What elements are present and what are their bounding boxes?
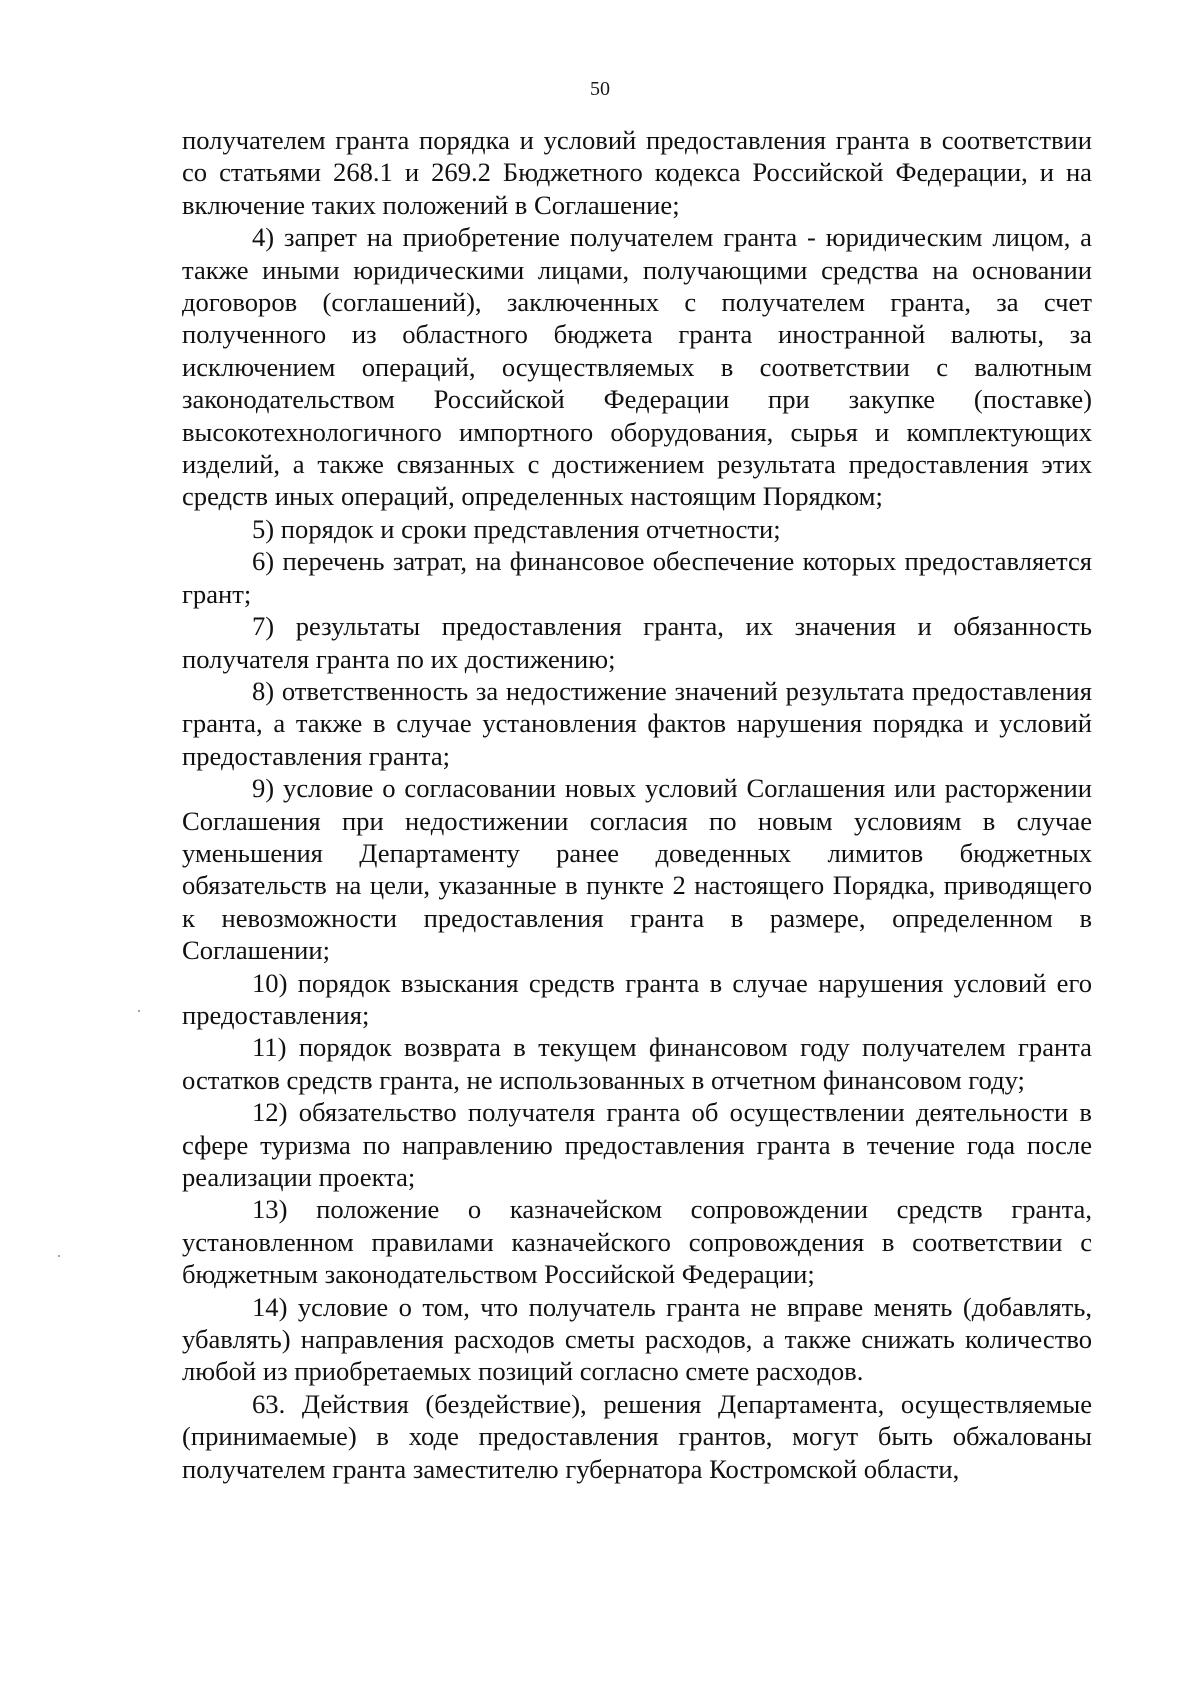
page-number: 50 — [590, 78, 610, 100]
paragraph-item-11: 11) порядок возврата в текущем финансовом году получателем гранта остатков средств гранта, не использованных в отчетном финансовом году; — [182, 1032, 1092, 1095]
paragraph-item-13: 13) положение о казначейском сопровождении средств гранта, установленном правилами казначейского сопровождения в соответствии с бюджетным законодательством Российской Федерации; — [182, 1194, 1092, 1290]
paragraph-item-8: 8) ответственность за недостижение значений результата предоставления гранта, а также в случае установления фактов нарушения порядка и условий предоставления гранта; — [182, 675, 1092, 771]
paragraph-item-7: 7) результаты предоставления гранта, их значения и обязанность получателя гранта по их достижению; — [182, 611, 1092, 674]
paragraph-item-5: 5) порядок и сроки представления отчетности; — [252, 513, 781, 544]
paragraph-item-10: 10) порядок взыскания средств гранта в случае нарушения условий его предоставления; — [182, 967, 1092, 1030]
paragraph-item-9: 9) условие о согласовании новых условий Соглашения или расторжении Соглашения при недостижении согласия по новым условиям в случае уменьшения Департаменту ранее доведенных лимитов бюджетных обязательств на цели, указанные в пункте 2 настоящего Порядка, приводящего к невозможности предоставления гранта в размере, определенном в Соглашении; — [182, 773, 1092, 966]
paragraph-item-6: 6) перечень затрат, на финансовое обеспечение которых предоставляется грант; — [182, 546, 1092, 609]
paragraph-item-14: 14) условие о том, что получатель гранта не вправе менять (добавлять, убавлять) направления расходов сметы расходов, а также снижать количество любой из приобретаемых позиций согласно смете расходов. — [182, 1291, 1092, 1387]
scan-speck — [58, 1255, 60, 1257]
document-body — [182, 124, 1092, 1485]
paragraph-section-63: 63. Действия (бездействие), решения Департамента, осуществляемые (принимаемые) в ходе предоставления грантов, могут быть обжалованы получателем гранта заместителю губернатора Костромской области, — [182, 1388, 1092, 1484]
scan-speck — [138, 1010, 140, 1012]
paragraph-item-4: 4) запрет на приобретение получателем гранта - юридическим лицом, а также иными юридическими лицами, получающими средства на основании договоров (соглашений), заключенных с получателем гранта, за счет полученного из областного бюджета гранта иностранной валюты, за исключением операций, осуществляемых в соответствии с валютным законодательством Российской Федерации при закупке (поставке) высокотехнологичного импортного оборудования, сырья и комплектующих изделий, а также связанных с достижением результата предоставления этих средств иных операций, определенных настоящим Порядком; — [182, 222, 1092, 512]
paragraph-item-12: 12) обязательство получателя гранта об осуществлении деятельности в сфере туризма по направлению предоставления гранта в течение года после реализации проекта; — [182, 1097, 1092, 1192]
paragraph-continuation: получателем гранта порядка и условий предоставления гранта в соответствии со статьями 268.1 и 269.2 Бюджетного кодекса Российской Федерации, и на включение таких положений в Соглашение; — [182, 125, 1092, 220]
